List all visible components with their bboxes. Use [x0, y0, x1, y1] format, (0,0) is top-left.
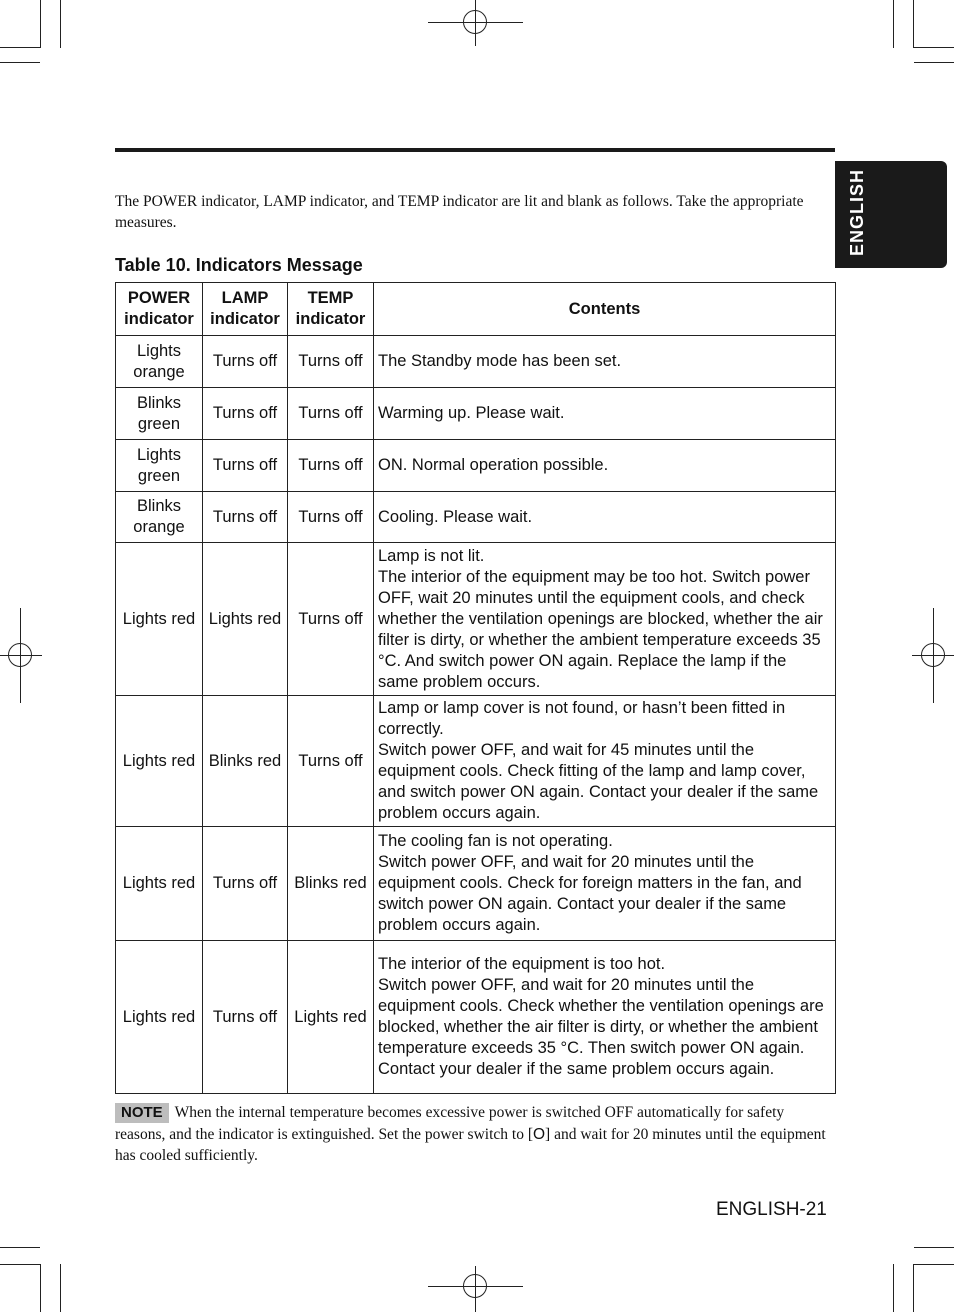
cell-power: Blinks green [116, 388, 203, 440]
cell-temp: Turns off [288, 543, 374, 696]
cell-power: Lights red [116, 696, 203, 827]
header-power: POWER indicator [116, 283, 203, 336]
cell-temp: Turns off [288, 336, 374, 388]
header-temp: TEMP indicator [288, 283, 374, 336]
header-contents: Contents [374, 283, 836, 336]
table-row [116, 827, 836, 941]
table-row [116, 696, 836, 827]
cell-power: Lights orange [116, 336, 203, 388]
header-lamp: LAMP indicator [203, 283, 288, 336]
cell-power: Lights red [116, 543, 203, 696]
indicators-table [115, 282, 836, 1094]
cell-temp: Lights red [288, 941, 374, 1094]
cell-lamp: Blinks red [203, 696, 288, 827]
table-title: Table 10. Indicators Message [115, 255, 363, 275]
header-rule [115, 148, 835, 152]
cell-lamp: Turns off [203, 440, 288, 492]
cell-contents: ON. Normal operation possible. [374, 440, 836, 492]
cell-temp: Turns off [288, 492, 374, 543]
table-row [116, 440, 836, 492]
language-tab [835, 161, 947, 268]
cell-contents: Cooling. Please wait. [374, 492, 836, 543]
table-header-row [116, 283, 836, 336]
cell-temp: Turns off [288, 388, 374, 440]
table-row [116, 543, 836, 696]
note-text-after: ] and wait for 20 minutes until the equipment has cooled sufficiently. [115, 1125, 826, 1164]
cell-power: Blinks orange [116, 492, 203, 543]
cell-power: Lights red [116, 827, 203, 941]
note-paragraph [115, 1102, 835, 1167]
cell-lamp: Turns off [203, 941, 288, 1094]
page-number: ENGLISH-21 [716, 1199, 827, 1220]
cell-temp: Turns off [288, 440, 374, 492]
cell-lamp: Lights red [203, 543, 288, 696]
language-tab-label: ENGLISH [847, 168, 867, 256]
cell-contents: The interior of the equipment is too hot. Switch power OFF, and wait for 20 minutes until the equipment cools. Check whether the ventilation openings are blocked, whether the air filter is dirty, or whether the ambient temperature exceeds 35 °C. Then switch power ON again. Contact your dealer if the same problem occurs again. [374, 941, 836, 1094]
note-text-before: When the internal temperature becomes excessive power is switched OFF automatically for safety reasons, and the indicator is extinguished. Set the power switch to [ [115, 1104, 785, 1143]
table-row [116, 336, 836, 388]
cell-lamp: Turns off [203, 336, 288, 388]
cell-contents: Lamp or lamp cover is not found, or hasn’t been fitted in correctly. Switch power OFF, and wait for 45 minutes until the equipment cools. Check fitting of the lamp and lamp cover, and switch power ON again. Contact your dealer if the same problem occurs again. [374, 696, 836, 827]
cell-lamp: Turns off [203, 492, 288, 543]
table-row [116, 388, 836, 440]
intro-paragraph: The POWER indicator, LAMP indicator, and TEMP indicator are lit and blank as follows. Take the appropriate measures. [115, 193, 804, 231]
cell-power: Lights green [116, 440, 203, 492]
cell-temp: Blinks red [288, 827, 374, 941]
cell-contents: Lamp is not lit. The interior of the equipment may be too hot. Switch power OFF, wait 20 minutes until the equipment cools, and check whether the ventilation openings are blocked, whether the air filter is dirty, or whether the ambient temperature exceeds 35 °C. And switch power ON again. Replace the lamp if the same problem occurs. [374, 543, 836, 696]
cell-lamp: Turns off [203, 388, 288, 440]
power-off-symbol: O [532, 1125, 546, 1143]
cell-contents: The cooling fan is not operating. Switch power OFF, and wait for 20 minutes until the equipment cools. Check for foreign matters in the fan, and switch power ON again. Contact your dealer if the same problem occurs again. [374, 827, 836, 941]
cell-temp: Turns off [288, 696, 374, 827]
cell-lamp: Turns off [203, 827, 288, 941]
cell-contents: The Standby mode has been set. [374, 336, 836, 388]
table-row [116, 492, 836, 543]
cell-contents: Warming up. Please wait. [374, 388, 836, 440]
note-badge: NOTE [115, 1103, 169, 1123]
table-row [116, 941, 836, 1094]
cell-power: Lights red [116, 941, 203, 1094]
